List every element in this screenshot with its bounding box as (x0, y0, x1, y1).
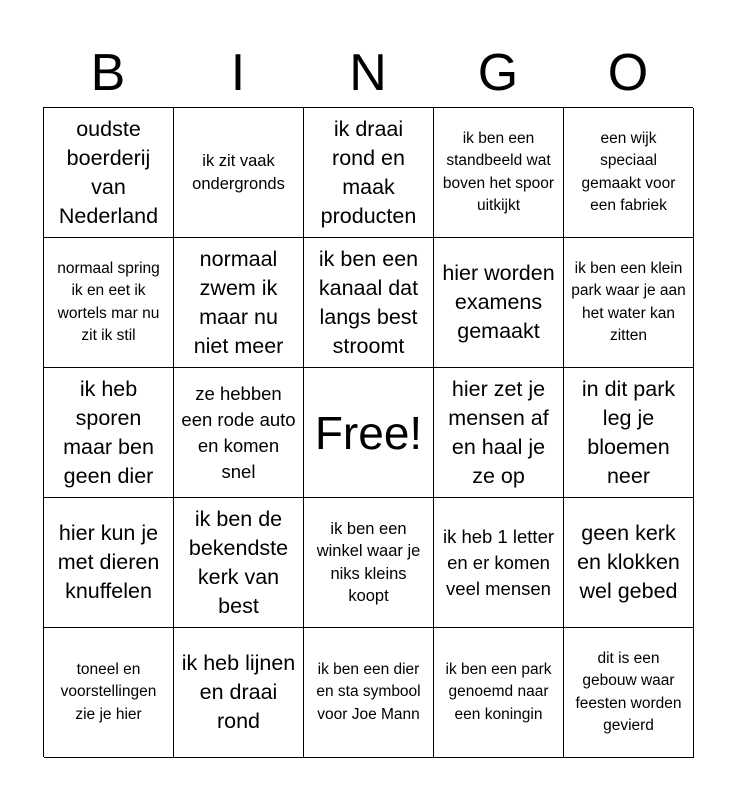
header-letter-o: O (607, 44, 649, 102)
bingo-cell-r3-c2[interactable] (174, 368, 304, 498)
bingo-cell-r4-c2[interactable] (174, 498, 304, 628)
cell-text: een wijk speciaal gemaakt voor een fabriek (581, 129, 676, 214)
header-letter-g: G (477, 44, 519, 102)
free-space-label: Free! (314, 406, 423, 459)
bingo-grid (43, 107, 693, 757)
cell-text: ik ben een klein park waar je aan het water kan zitten (571, 259, 686, 344)
bingo-cell-r1-c4[interactable] (434, 108, 564, 238)
cell-text: ik draai rond en maak producten (320, 116, 417, 228)
bingo-cell-r5-c4[interactable] (434, 628, 564, 758)
bingo-cell-r2-c2[interactable] (174, 238, 304, 368)
bingo-cell-r2-c3[interactable] (304, 238, 434, 368)
cell-text: toneel en voorstellingen zie je hier (60, 660, 157, 723)
cell-text: oudste boerderij van Nederland (58, 116, 159, 228)
bingo-header (43, 38, 693, 108)
cell-text: normaal spring ik en eet ik wortels mar nu zit ik stil (57, 259, 160, 344)
header-letter-n: N (349, 44, 387, 102)
cell-text: in dit park leg je bloemen neer (581, 376, 676, 488)
bingo-cell-r1-c1[interactable] (44, 108, 174, 238)
cell-text: ik heb sporen maar ben geen dier (63, 376, 154, 488)
bingo-cell-r4-c5[interactable] (564, 498, 694, 628)
cell-text: hier kun je met dieren knuffelen (57, 521, 160, 603)
cell-text: ik ben een kanaal dat langs best stroomt (318, 246, 419, 358)
cell-text: ik ben een standbeeld wat boven het spoor uitkijkt (442, 129, 555, 214)
bingo-cell-r1-c2[interactable] (174, 108, 304, 238)
bingo-cell-r1-c5[interactable] (564, 108, 694, 238)
cell-text: ik ben een winkel waar je niks kleins koopt (316, 519, 421, 605)
cell-text: hier zet je mensen af en haal je ze op (448, 376, 549, 488)
bingo-cell-r3-c1[interactable] (44, 368, 174, 498)
bingo-cell-r4-c3[interactable] (304, 498, 434, 628)
bingo-cell-r3-c5[interactable] (564, 368, 694, 498)
bingo-cell-r4-c1[interactable] (44, 498, 174, 628)
cell-text: ik ben een park genoemd naar een koningin (445, 660, 552, 723)
cell-text: ze hebben een rode auto en komen snel (181, 382, 296, 482)
bingo-cell-r5-c5[interactable] (564, 628, 694, 758)
bingo-cell-r5-c2[interactable] (174, 628, 304, 758)
bingo-cell-r1-c3[interactable] (304, 108, 434, 238)
header-letter-i: I (230, 44, 246, 102)
bingo-cell-r3-c4[interactable] (434, 368, 564, 498)
bingo-cell-r2-c1[interactable] (44, 238, 174, 368)
cell-text: ik heb 1 letter en er komen veel mensen (442, 525, 555, 599)
cell-text: ik ben een dier en sta symbool voor Joe Mann (316, 660, 421, 723)
bingo-cell-r4-c4[interactable] (434, 498, 564, 628)
bingo-cell-r2-c4[interactable] (434, 238, 564, 368)
cell-text: ik ben de bekendste kerk van best (188, 506, 289, 618)
free-space-cell[interactable] (304, 368, 434, 498)
cell-text: geen kerk en klokken wel gebed (577, 521, 680, 603)
cell-text: ik heb lijnen en draai rond (181, 651, 296, 733)
cell-text: hier worden examens gemaakt (442, 261, 555, 343)
cell-text: ik zit vaak ondergronds (192, 152, 285, 193)
cell-text: normaal zwem ik maar nu niet meer (193, 246, 284, 358)
header-letter-b: B (90, 44, 126, 102)
bingo-cell-r2-c5[interactable] (564, 238, 694, 368)
cell-text: dit is een gebouw waar feesten worden gevierd (575, 649, 682, 734)
bingo-cell-r5-c3[interactable] (304, 628, 434, 758)
bingo-cell-r5-c1[interactable] (44, 628, 174, 758)
